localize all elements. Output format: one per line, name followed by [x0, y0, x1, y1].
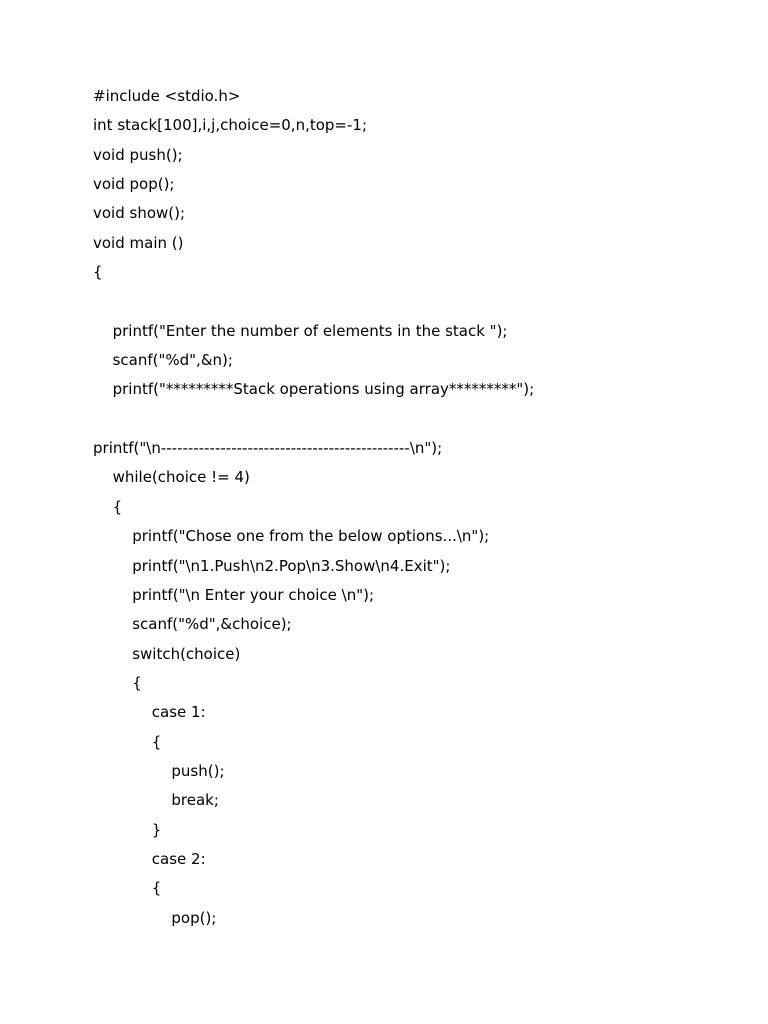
blank-line [93, 405, 733, 434]
code-line: { [151, 732, 162, 751]
code-line: switch(choice) [132, 644, 241, 663]
code-line: push(); [171, 761, 225, 780]
code-line: printf("*********Stack operations using array*********"); [112, 380, 535, 399]
code-line: printf("Enter the number of elements in the stack "); [112, 321, 508, 340]
code-line: case 1: [151, 703, 206, 722]
code-line: pop(); [171, 908, 217, 927]
code-line: scanf("%d",&n); [112, 351, 233, 370]
code-line: printf("Chose one from the below options...\n"); [132, 527, 490, 546]
blank-line [93, 287, 733, 316]
code-line: { [93, 263, 103, 282]
code-line: void main () [93, 233, 184, 252]
code-line: while(choice != 4) [112, 468, 250, 487]
code-line: scanf("%d",&choice); [132, 615, 292, 634]
code-line: void push(); [93, 145, 183, 164]
code-line: { [132, 673, 142, 692]
code-line: printf("\n1.Push\n2.Pop\n3.Show\n4.Exit"); [132, 556, 451, 575]
code-line: #include <stdio.h> [93, 87, 241, 105]
code-line: int stack[100],i,j,choice=0,n,top=-1; [93, 116, 368, 135]
code-line: case 2: [151, 849, 206, 868]
code-line: printf("\n----------------------------------------------\n"); [93, 439, 443, 458]
code-line: break; [171, 791, 219, 810]
code-listing [93, 82, 733, 933]
code-line: printf("\n Enter your choice \n"); [132, 585, 375, 604]
code-line: { [151, 879, 162, 898]
code-line: { [112, 497, 123, 516]
code-line: void show(); [93, 204, 186, 223]
code-line: void pop(); [93, 175, 175, 194]
code-line: } [151, 820, 162, 839]
